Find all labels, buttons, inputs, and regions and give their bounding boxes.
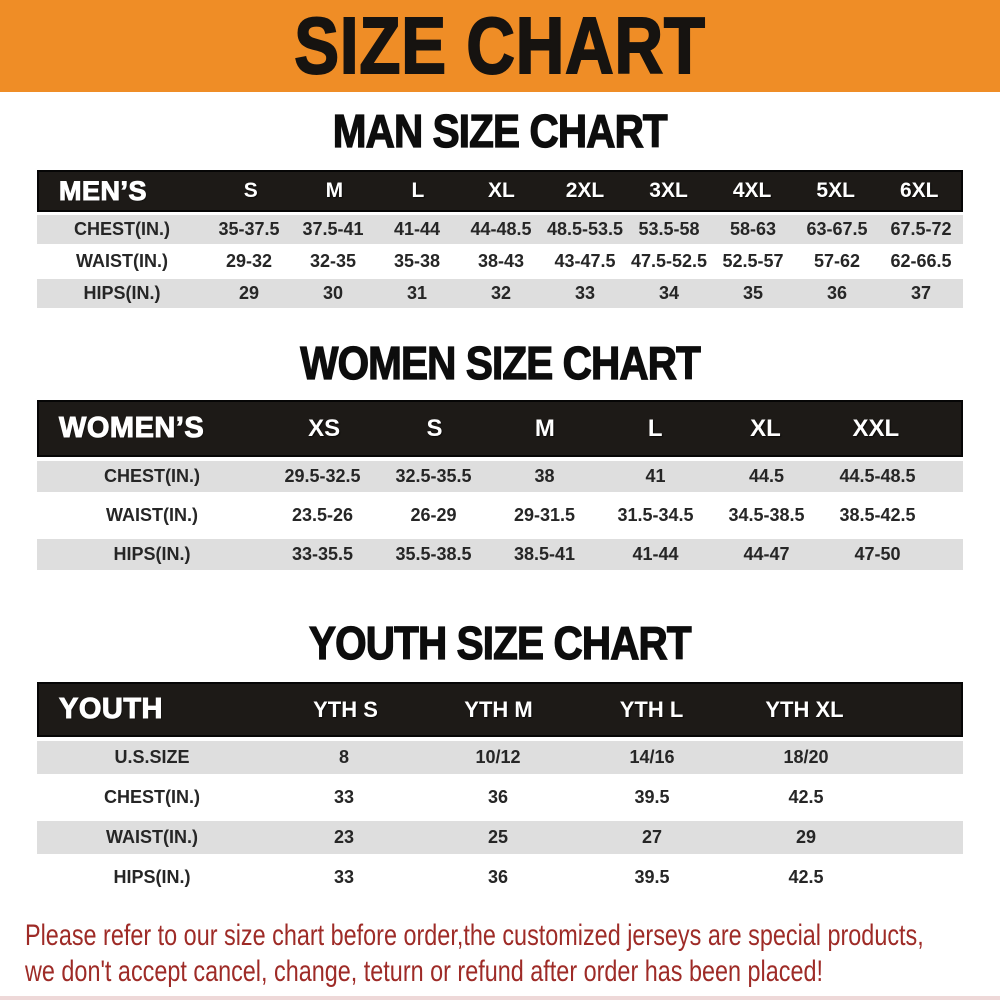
- women-corner-label: WOMEN’S: [59, 412, 205, 444]
- size-value: 35-37.5: [218, 219, 280, 239]
- size-value: 41-44: [632, 544, 679, 564]
- footer-line-1: Please refer to our size chart before order,the customized jerseys are special products,: [25, 919, 924, 952]
- row-label: HIPS(IN.): [83, 283, 161, 303]
- women-hips-row: [37, 539, 963, 570]
- col-header-xl: XL: [750, 414, 781, 442]
- size-value: 67.5-72: [890, 219, 952, 239]
- col-header-yth-xl: YTH XL: [765, 696, 844, 722]
- row-label: HIPS(IN.): [113, 867, 191, 887]
- size-value: 35-38: [393, 251, 441, 271]
- size-value: 32.5-35.5: [395, 466, 472, 486]
- row-label: CHEST(IN.): [104, 787, 200, 807]
- men-table-header: [37, 170, 963, 212]
- size-value: 39.5: [634, 787, 670, 807]
- size-value: 36: [487, 787, 509, 807]
- size-value: 47.5-52.5: [630, 251, 708, 271]
- size-value: 37.5-41: [302, 219, 364, 239]
- size-value: 23.5-26: [291, 505, 354, 525]
- size-value: 29: [795, 827, 817, 847]
- youth-waist-row: [37, 821, 963, 854]
- col-header-xxl: XXL: [852, 414, 900, 442]
- size-value: 8: [338, 747, 349, 767]
- women-table-header: [37, 400, 963, 457]
- col-header-yth-m: YTH M: [464, 696, 533, 722]
- col-header-xl: XL: [488, 179, 515, 202]
- women-size-table: [37, 400, 963, 570]
- size-value: 35.5-38.5: [395, 544, 472, 564]
- col-header-yth-s: YTH S: [313, 696, 378, 722]
- youth-chest-row: [37, 781, 963, 814]
- size-value: 18/20: [783, 747, 829, 767]
- col-header-xs: XS: [308, 414, 341, 442]
- youth-corner-label: YOUTH: [59, 693, 163, 725]
- size-value: 43-47.5: [554, 251, 616, 271]
- women-size-chart-title: WOMEN SIZE CHART: [300, 337, 700, 389]
- women-waist-row: [37, 500, 963, 531]
- row-label: U.S.SIZE: [114, 747, 190, 767]
- size-value: 26-29: [410, 505, 457, 525]
- man-section-heading: [0, 104, 1000, 158]
- size-value: 33: [333, 787, 355, 807]
- size-value: 36: [826, 283, 848, 303]
- size-value: 41-44: [393, 219, 441, 239]
- col-header-yth-l: YTH L: [619, 696, 684, 722]
- size-value: 14/16: [629, 747, 675, 767]
- size-value: 44-48.5: [470, 219, 532, 239]
- youth-table-header: [37, 682, 963, 737]
- col-header-3xl: 3XL: [649, 179, 688, 202]
- size-value: 38.5-42.5: [839, 505, 916, 525]
- row-label: WAIST(IN.): [76, 251, 168, 271]
- size-value: 52.5-57: [722, 251, 784, 271]
- size-value: 57-62: [813, 251, 861, 271]
- women-chest-row: [37, 461, 963, 492]
- banner-title: SIZE CHART: [294, 1, 706, 90]
- youth-section-heading: [0, 616, 1000, 670]
- size-value: 42.5: [788, 787, 824, 807]
- col-header-s: S: [426, 414, 443, 442]
- size-value: 31.5-34.5: [617, 505, 694, 525]
- size-value: 47-50: [854, 544, 901, 564]
- row-label: CHEST(IN.): [104, 466, 200, 486]
- row-label: CHEST(IN.): [74, 219, 170, 239]
- youth-size-chart-title: YOUTH SIZE CHART: [309, 617, 691, 669]
- size-value: 48.5-53.5: [546, 219, 624, 239]
- men-chest-row: [37, 215, 963, 244]
- men-corner-label: MEN’S: [59, 175, 148, 206]
- size-value: 39.5: [634, 867, 670, 887]
- size-value: 32: [490, 283, 512, 303]
- size-value: 32-35: [309, 251, 357, 271]
- col-header-l: L: [647, 414, 663, 442]
- men-size-table: [37, 170, 963, 308]
- men-waist-row: [37, 247, 963, 276]
- size-value: 10/12: [475, 747, 521, 767]
- size-value: 58-63: [729, 219, 777, 239]
- size-value: 35: [742, 283, 764, 303]
- size-value: 30: [322, 283, 344, 303]
- col-header-m: M: [325, 179, 344, 202]
- man-size-chart-title: MAN SIZE CHART: [332, 105, 667, 157]
- women-section-heading: [0, 336, 1000, 390]
- size-value: 34: [658, 283, 680, 303]
- size-value: 42.5: [788, 867, 824, 887]
- row-label: HIPS(IN.): [113, 544, 191, 564]
- size-value: 27: [641, 827, 663, 847]
- youth-size-table: [37, 682, 963, 894]
- footer-line-2: we don't accept cancel, change, teturn or refund after order has been placed!: [25, 955, 823, 988]
- size-value: 33: [574, 283, 596, 303]
- size-value: 29: [238, 283, 260, 303]
- size-value: 29.5-32.5: [284, 466, 361, 486]
- col-header-4xl: 4XL: [732, 179, 772, 202]
- youth-us-size-row: [37, 741, 963, 774]
- row-label: WAIST(IN.): [106, 505, 198, 525]
- size-value: 29-32: [225, 251, 273, 271]
- col-header-m: M: [534, 414, 555, 442]
- size-value: 25: [487, 827, 509, 847]
- col-header-5xl: 5XL: [816, 179, 855, 202]
- size-value: 44.5-48.5: [839, 466, 916, 486]
- row-label: WAIST(IN.): [106, 827, 198, 847]
- size-chart-banner: [0, 0, 1000, 92]
- size-value: 37: [910, 283, 932, 303]
- size-value: 29-31.5: [513, 505, 576, 525]
- size-value: 44-47: [743, 544, 790, 564]
- col-header-2xl: 2XL: [565, 179, 605, 202]
- footer-note: [25, 918, 1000, 990]
- size-value: 44.5: [748, 466, 785, 486]
- size-value: 63-67.5: [806, 219, 868, 239]
- size-value: 34.5-38.5: [728, 505, 805, 525]
- men-hips-row: [37, 279, 963, 308]
- size-value: 41: [645, 466, 666, 486]
- size-value: 38: [534, 466, 555, 486]
- size-value: 33: [333, 867, 355, 887]
- size-value: 53.5-58: [638, 219, 700, 239]
- size-value: 36: [487, 867, 509, 887]
- col-header-s: S: [243, 179, 258, 202]
- col-header-l: L: [411, 179, 425, 202]
- bottom-edge-line: [0, 996, 1000, 1000]
- size-value: 23: [333, 827, 355, 847]
- size-value: 33-35.5: [291, 544, 354, 564]
- size-value: 31: [406, 283, 428, 303]
- size-value: 38.5-41: [513, 544, 576, 564]
- col-header-6xl: 6XL: [899, 179, 939, 202]
- youth-hips-row: [37, 861, 963, 894]
- size-value: 62-66.5: [890, 251, 952, 271]
- size-value: 38-43: [477, 251, 525, 271]
